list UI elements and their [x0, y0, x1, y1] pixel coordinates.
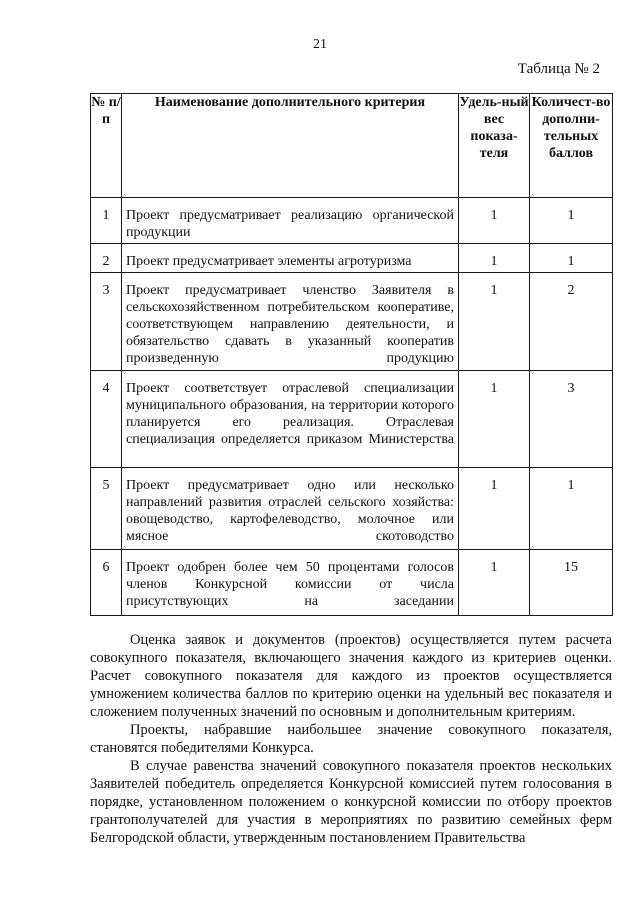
- table-row: [91, 244, 613, 273]
- row-weight: 1: [459, 198, 530, 244]
- row-points: 2: [530, 273, 613, 371]
- row-num: 1: [91, 198, 122, 244]
- paragraph: Проекты, набравшие наибольшее значение совокупного показателя, становятся победителями Конкурса.: [90, 722, 612, 756]
- row-points: 1: [530, 468, 613, 550]
- row-weight: 1: [459, 273, 530, 371]
- row-weight: 1: [459, 550, 530, 616]
- row-name: Проект соответствует отраслевой специализации муниципального образования, на территории которого планируется его реализация. Отраслевая специализация определяется приказом Министерства: [122, 371, 459, 468]
- header-points: Количест-во дополни-тельных баллов: [530, 94, 613, 198]
- table-row: [91, 273, 613, 371]
- row-weight: 1: [459, 468, 530, 550]
- table-header-row: [91, 94, 613, 198]
- row-name: Проект предусматривает элементы агротуризма: [122, 244, 459, 273]
- row-num: 4: [91, 371, 122, 468]
- row-num: 6: [91, 550, 122, 616]
- row-points: 3: [530, 371, 613, 468]
- body-text: [90, 631, 612, 847]
- row-name: Проект предусматривает членство Заявителя в сельскохозяйственном потребительском кооперативе, соответствующем направлению деятельности, и обязательство сдавать в указанный кооператив произведенную продукцию: [122, 273, 459, 371]
- row-name: Проект предусматривает реализацию органической продукции: [122, 198, 459, 244]
- header-weight: Удель-ный вес показа-теля: [459, 94, 530, 198]
- row-points: 15: [530, 550, 613, 616]
- row-name: Проект одобрен более чем 50 процентами голосов членов Конкурсной комиссии от числа присутствующих на заседании: [122, 550, 459, 616]
- row-points: 1: [530, 244, 613, 273]
- table-row: [91, 371, 613, 468]
- table-row: [91, 468, 613, 550]
- table-row: [91, 550, 613, 616]
- page-number: 21: [313, 37, 327, 52]
- header-name: Наименование дополнительного критерия: [122, 94, 459, 198]
- row-points: 1: [530, 198, 613, 244]
- table-label: Таблица № 2: [517, 61, 600, 77]
- header-num: № п/п: [91, 94, 122, 198]
- row-num: 2: [91, 244, 122, 273]
- criteria-table: [90, 93, 613, 616]
- row-num: 5: [91, 468, 122, 550]
- table-row: [91, 198, 613, 244]
- paragraph: Оценка заявок и документов (проектов) осуществляется путем расчета совокупного показателя, включающего значения каждого из критериев оценки. Расчет совокупного показателя для каждого из проектов осуществляется умножением количества баллов по критерию оценки на удельный вес показателя и сложением полученных значений по основным и дополнительным критериям.: [90, 632, 612, 720]
- paragraph: В случае равенства значений совокупного показателя проектов нескольких Заявителей победитель определяется Конкурсной комиссией путем голосования в порядке, установленном положением о конкурсной комиссии по отбору проектов грантополучателей для участия в мероприятиях по развитию семейных ферм Белгородской области, утвержденным постановлением Правительства: [90, 758, 612, 846]
- row-weight: 1: [459, 371, 530, 468]
- row-name: Проект предусматривает одно или несколько направлений развития отраслей сельского хозяйства: овощеводство, картофелеводство, молочное или мясное скотоводство: [122, 468, 459, 550]
- row-num: 3: [91, 273, 122, 371]
- row-weight: 1: [459, 244, 530, 273]
